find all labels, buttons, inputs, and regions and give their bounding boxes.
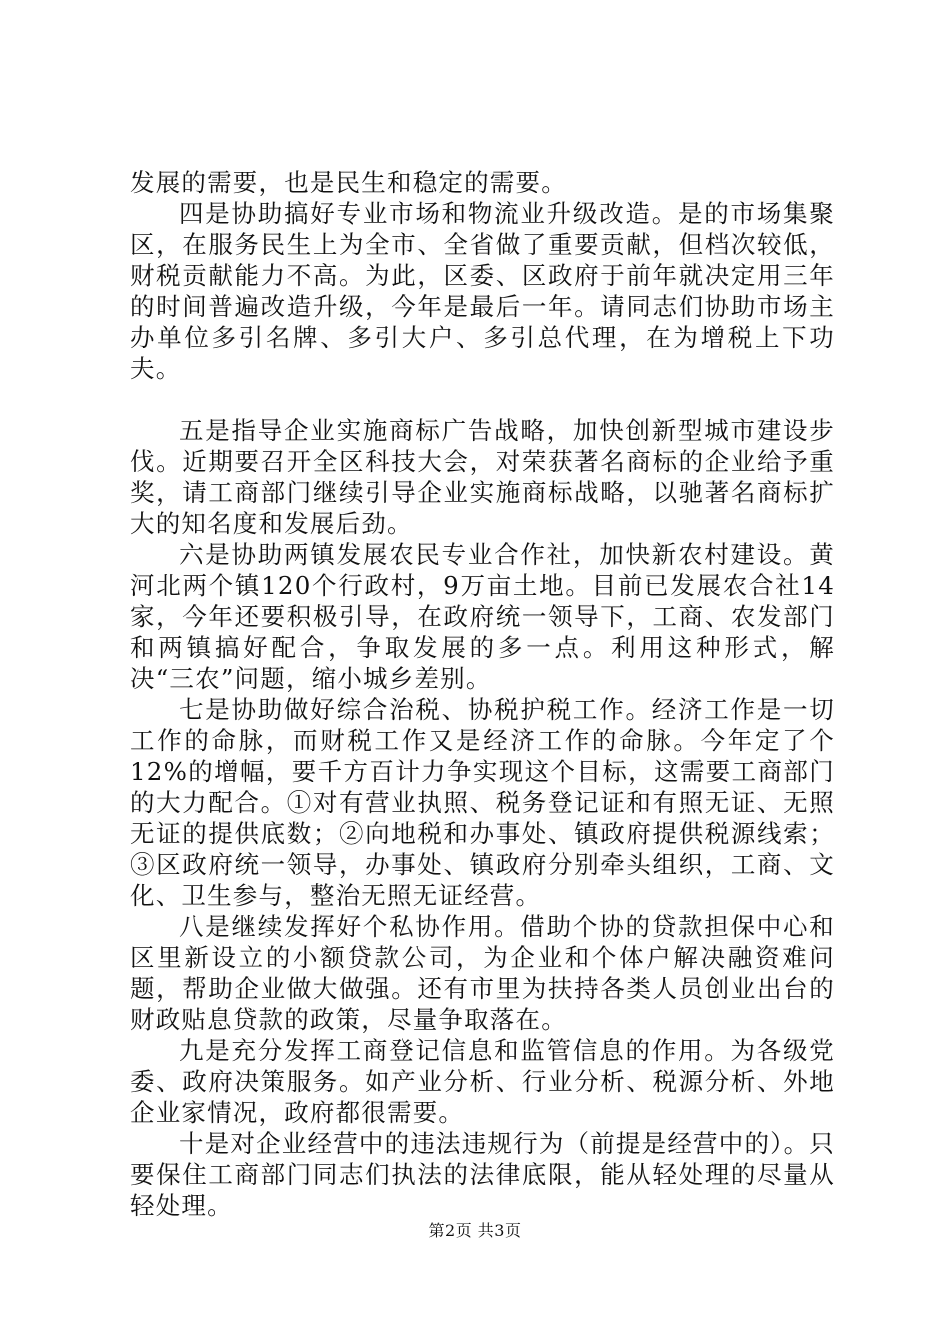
paragraph-item-9: 九是充分发挥工商登记信息和监管信息的作用。为各级党委、政府决策服务。如产业分析、行业分析、税源分析、外地企业家情况，政府都很需要。	[130, 1036, 835, 1127]
paragraph-item-8: 八是继续发挥好个私协作用。借助个协的贷款担保中心和区里新设立的小额贷款公司，为企业和个体户解决融资难问题，帮助企业做大做强。还有市里为扶持各类人员创业出台的财政贴息贷款的政策，尽量争取落在。	[130, 912, 835, 1034]
page-number-footer: 第2页 共3页	[428, 1221, 522, 1240]
paragraph-item-6: 六是协助两镇发展农民专业合作社，加快新农村建设。黄河北两个镇120个行政村，9万亩土地。目前已发展农合社14家，今年还要积极引导，在政府统一领导下，工商、农发部门和两镇搞好配合，争取发展的多一点。利用这种形式，解决“三农”问题，缩小城乡差别。	[130, 540, 835, 693]
paragraph-item-5: 五是指导企业实施商标广告战略，加快创新型城市建设步伐。近期要召开全区科技大会，对荣获著名商标的企业给予重奖，请工商部门继续引导企业实施商标战略，以驰著名商标扩大的知名度和发展后劲。	[130, 416, 835, 538]
document-body	[130, 167, 835, 1221]
paragraph-item-4: 四是协助搞好专业市场和物流业升级改造。是的市场集聚区，在服务民生上为全市、全省做了重要贡献，但档次较低，财税贡献能力不高。为此，区委、区政府于前年就决定用三年的时间普遍改造升级，今年是最后一年。请同志们协助市场主办单位多引名牌、多引大户、多引总代理，在为增税上下功夫。	[130, 199, 835, 383]
paragraph-item-10: 十是对企业经营中的违法违规行为（前提是经营中的）。只要保住工商部门同志们执法的法律底限，能从轻处理的尽量从轻处理。	[130, 1129, 835, 1220]
paragraph-item-7: 七是协助做好综合治税、协税护税工作。经济工作是一切工作的命脉，而财税工作又是经济工作的命脉。今年定了个12%的增幅，要千方百计力争实现这个目标，这需要工商部门的大力配合。①对有营业执照、税务登记证和有照无证、无照无证的提供底数；②向地税和办事处、镇政府提供税源线索；③区政府统一领导，办事处、镇政府分别牵头组织，工商、文化、卫生参与，整治无照无证经营。	[130, 695, 835, 910]
paragraph-continuation: 发展的需要，也是民生和稳定的需要。	[130, 168, 567, 197]
